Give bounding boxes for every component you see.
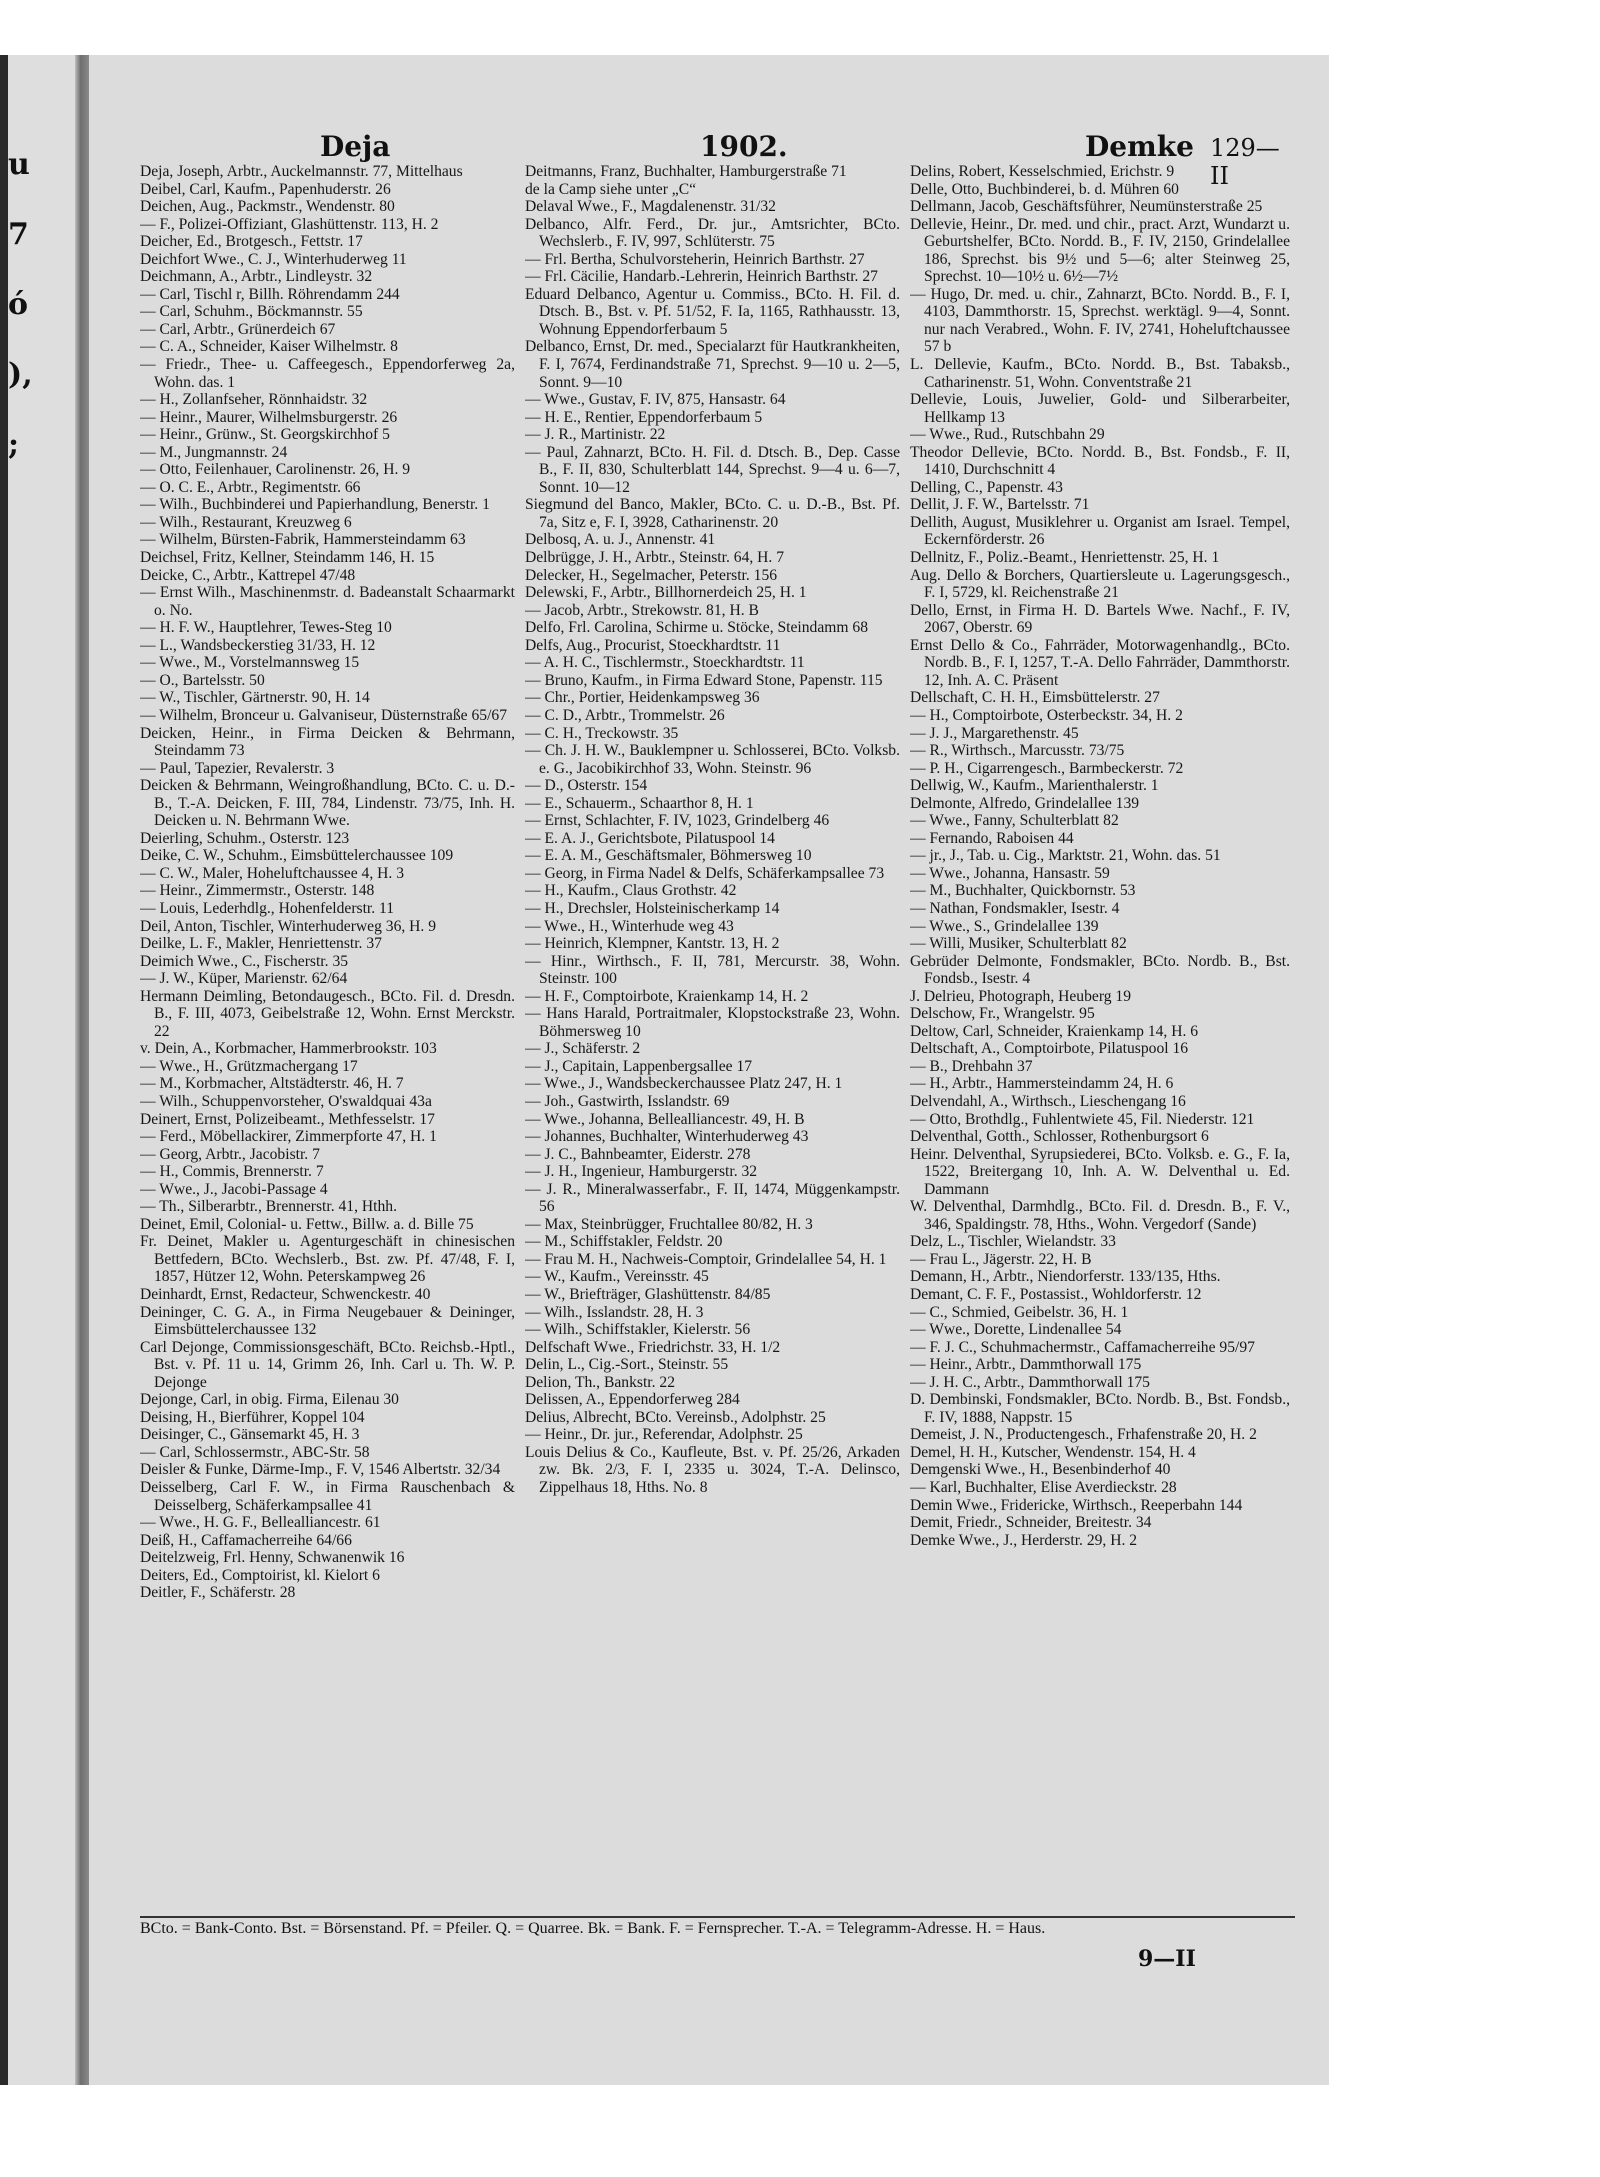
directory-entry: — Wwe., J., Wandsbeckerchaussee Platz 247, H. 1 <box>525 1075 843 1093</box>
directory-entry: — Wilhelm, Bronceur u. Galvaniseur, Düsternstraße 65/67 <box>140 706 507 724</box>
directory-entry: — Johannes, Buchhalter, Winterhuderweg 43 <box>525 1128 809 1146</box>
directory-entry: Delins, Robert, Kesselschmied, Erichstr. 9 <box>910 163 1175 180</box>
page-gutter-shadow <box>75 55 89 2085</box>
directory-entry: — H., Commis, Brennerstr. 7 <box>140 1163 324 1181</box>
directory-entry: Delling, C., Papenstr. 43 <box>910 478 1063 496</box>
directory-entry: — H. F. W., Hauptlehrer, Tewes-Steg 10 <box>140 619 392 637</box>
book-spine <box>0 55 8 2085</box>
directory-entry: — Wwe., Dorette, Lindenallee 54 <box>910 1321 1122 1339</box>
directory-entry: — Carl, Tischl r, Billh. Röhrendamm 244 <box>140 285 400 303</box>
directory-entry: — C., Schmied, Geibelstr. 36, H. 1 <box>910 1303 1129 1321</box>
directory-entry: — J. J., Margarethenstr. 45 <box>910 724 1079 742</box>
directory-entry: — Carl, Schuhm., Böckmannstr. 55 <box>140 303 363 321</box>
previous-page-edge-text <box>8 130 38 480</box>
directory-entry: — H., Drechsler, Holsteinischerkamp 14 <box>525 899 780 917</box>
directory-entry: — R., Wirthsch., Marcusstr. 73/75 <box>910 742 1125 760</box>
directory-entry: — Louis, Lederhdlg., Hohenfelderstr. 11 <box>140 899 395 917</box>
directory-entry: D. Dembinski, Fondsmakler, BCto. Nordb. B., Bst. Fondsb., F. IV, 1888, Nappstr. 15 <box>910 1391 1290 1426</box>
directory-entry: Dejonge, Carl, in obig. Firma, Eilenau 30 <box>140 1391 399 1409</box>
directory-entry: — Jacob, Arbtr., Strekowstr. 81, H. B <box>525 601 759 619</box>
directory-entry: — Wwe., H., Grützmachergang 17 <box>140 1057 358 1075</box>
directory-entry: Theodor Dellevie, BCto. Nordd. B., Bst. Fondsb., F. II, 1410, Durchschnitt 4 <box>910 443 1290 479</box>
directory-entry: — Ferd., Möbellackirer, Zimmerpforte 47, H. 1 <box>140 1128 437 1146</box>
directory-entry: — Hinr., Wirthsch., F. II, 781, Mercurstr. 38, Wohn. Steinstr. 100 <box>525 952 900 988</box>
directory-entry: Dellevie, Louis, Juwelier, Gold- und Silberarbeiter, Hellkamp 13 <box>910 391 1290 426</box>
directory-entry: Dellit, J. F. W., Bartelsstr. 71 <box>910 496 1090 514</box>
column-2 <box>525 163 900 1903</box>
directory-entry: Deitmanns, Franz, Buchhalter, Hamburgerstraße 71 <box>525 163 847 180</box>
directory-entry: — J., Schäferstr. 2 <box>525 1040 641 1058</box>
directory-entry: — H., Kaufm., Claus Grothstr. 42 <box>525 882 737 900</box>
directory-entry: — Bruno, Kaufm., in Firma Edward Stone, Papenstr. 115 <box>525 671 883 689</box>
directory-entry: — Wwe., Johanna, Hansastr. 59 <box>910 864 1110 882</box>
directory-entry: — H. F., Comptoirbote, Kraienkamp 14, H. 2 <box>525 987 809 1005</box>
directory-entry: — J. H. C., Arbtr., Dammthorwall 175 <box>910 1373 1150 1391</box>
directory-entry: Ernst Dello & Co., Fahrräder, Motorwagenhandlg., BCto. Nordb. B., F. I, 1257, T.-A. Dello Fahrräder, Dammthorstr. 12, Inh. A. C. Präsent <box>910 636 1290 689</box>
directory-entry: — Wilh., Restaurant, Kreuzweg 6 <box>140 513 352 531</box>
directory-entry: Deierling, Schuhm., Osterstr. 123 <box>140 829 350 847</box>
directory-entry: Dellevie, Heinr., Dr. med. und chir., pract. Arzt, Wundarzt u. Geburtshelfer, BCto. Nordd. B., F. IV, 2150, Grindelallee 186, Sprechst. bis 9½ und 5—6; alter Steinweg 25, Sprechst. 10—10½ u. 6½—7½ <box>910 215 1290 286</box>
directory-entry: Dellmann, Jacob, Geschäftsführer, Neumünsterstraße 25 <box>910 198 1263 216</box>
directory-entry: — Wwe., Johanna, Bellealliancestr. 49, H. B <box>525 1110 805 1128</box>
directory-entry: Delbanco, Ernst, Dr. med., Specialarzt für Hautkrankheiten, F. I, 7674, Ferdinandstraße 71, Sprechst. 9—10 u. 2—5, Sonnt. 9—10 <box>525 338 900 391</box>
directory-entry: — Ernst Wilh., Maschinenmstr. d. Badeanstalt Schaarmarkt o. No. <box>140 584 515 619</box>
directory-entry: — E. A. J., Gerichtsbote, Pilatuspool 14 <box>525 829 775 847</box>
directory-entry: Louis Delius & Co., Kaufleute, Bst. v. Pf. 25/26, Arkaden zw. Bk. 2/3, F. I, 2335 u. 3024, T.-A. Delinsco, Zippelhaus 18, Hths. No. 8 <box>525 1443 900 1497</box>
directory-entry: — W., Kaufm., Vereinsstr. 45 <box>525 1268 709 1286</box>
directory-entry: Deinert, Ernst, Polizeibeamt., Methfesselstr. 17 <box>140 1110 435 1128</box>
directory-entry: — M., Buchhalter, Quickbornstr. 53 <box>910 882 1136 900</box>
directory-entry: — Carl, Schlossermstr., ABC-Str. 58 <box>140 1443 370 1461</box>
directory-entry: Dello, Ernst, in Firma H. D. Bartels Wwe. Nachf., F. IV, 2067, Oberstr. 69 <box>910 601 1290 637</box>
directory-entry: — J., Capitain, Lappenbergsallee 17 <box>525 1057 753 1075</box>
directory-entry: — Karl, Buchhalter, Elise Averdieckstr. 28 <box>910 1479 1177 1497</box>
directory-entry: — Th., Silberarbtr., Brennerstr. 41, Hthh. <box>140 1198 397 1216</box>
directory-entry: Deitler, F., Schäferstr. 28 <box>140 1584 296 1602</box>
directory-entry: Dellnitz, F., Poliz.-Beamt., Henriettenstr. 25, H. 1 <box>910 549 1220 567</box>
header-year: 1902. <box>700 130 788 163</box>
directory-entry: — C. H., Treckowstr. 35 <box>525 724 679 742</box>
edge-mark: 7 <box>8 217 29 252</box>
directory-entry: Demgenski Wwe., H., Besenbinderhof 40 <box>910 1461 1171 1479</box>
header-last-entry: Demke <box>1085 130 1194 163</box>
directory-entry: Dellith, August, Musiklehrer u. Organist am Israel. Tempel, Eckernförderstr. 26 <box>910 513 1290 549</box>
directory-entry: Delin, L., Cig.-Sort., Steinstr. 55 <box>525 1356 729 1374</box>
directory-entry: — W., Tischler, Gärtnerstr. 90, H. 14 <box>140 689 370 707</box>
directory-entry: — L., Wandsbeckerstieg 31/33, H. 12 <box>140 636 376 654</box>
directory-entry: Hermann Deimling, Betondaugesch., BCto. Fil. d. Dresdn. B., F. III, 4073, Geibelstraße 12, Wohn. Ernst Merckstr. 22 <box>140 987 515 1040</box>
directory-entry: — Ch. J. H. W., Bauklempner u. Schlosserei, BCto. Volksb. e. G., Jacobikirchhof 33, Wohn. Steinstr. 96 <box>525 742 900 777</box>
directory-entry: Deimich Wwe., C., Fischerstr. 35 <box>140 952 349 970</box>
directory-entry: Deininger, C. G. A., in Firma Neugebauer & Deininger, Eimsbüttelerchaussee 132 <box>140 1303 515 1339</box>
directory-entry: — H., Comptoirbote, Osterbeckstr. 34, H. 2 <box>910 706 1183 724</box>
column-3 <box>910 163 1290 1903</box>
directory-entry: — C. W., Maler, Hoheluftchaussee 4, H. 3 <box>140 864 404 882</box>
directory-entry: Demit, Friedr., Schneider, Breitestr. 34 <box>910 1514 1152 1532</box>
directory-entry: — E., Schauerm., Schaarthor 8, H. 1 <box>525 794 754 812</box>
directory-entry: Demin Wwe., Fridericke, Wirthsch., Reeperbahn 144 <box>910 1496 1243 1514</box>
directory-entry: — P. H., Cigarrengesch., Barmbeckerstr. 72 <box>910 759 1184 777</box>
directory-entry: Delschow, Fr., Wrangelstr. 95 <box>910 1005 1095 1023</box>
directory-entry: — Wilh., Buchbinderei und Papierhandlung, Benerstr. 1 <box>140 496 490 514</box>
directory-entry: — Wilhelm, Bürsten-Fabrik, Hammersteindamm 63 <box>140 531 466 549</box>
directory-entry: — Otto, Feilenhauer, Carolinenstr. 26, H. 9 <box>140 461 411 479</box>
directory-entry: Delion, Th., Bankstr. 22 <box>525 1373 676 1391</box>
header-first-entry: Deja <box>320 130 391 163</box>
directory-entry: — Wwe., H., Winterhude weg 43 <box>525 917 734 935</box>
signature-mark: 9—II <box>1138 1946 1196 1972</box>
directory-entry: Demeist, J. N., Productengesch., Frhafenstraße 20, H. 2 <box>910 1426 1257 1444</box>
directory-entry: Deisselberg, Carl F. W., in Firma Rauschenbach & Deisselberg, Schäferkampsallee 41 <box>140 1479 515 1514</box>
directory-entry: Delfo, Frl. Carolina, Schirme u. Stöcke, Steindamm 68 <box>525 619 869 637</box>
directory-entry: Deising, H., Bierführer, Koppel 104 <box>140 1408 365 1426</box>
directory-entry: Siegmund del Banco, Makler, BCto. C. u. D.-B., Bst. Pf. 7a, Sitz e, F. I, 3928, Catharinenstr. 20 <box>525 496 900 531</box>
directory-entry: — B., Drehbahn 37 <box>910 1057 1033 1075</box>
directory-entry: Deichen, Aug., Packmstr., Wendenstr. 80 <box>140 198 395 216</box>
directory-entry: — H., Zollanfseher, Rönnhaidstr. 32 <box>140 391 368 409</box>
directory-entry: Delfschaft Wwe., Friedrichstr. 33, H. 1/2 <box>525 1338 781 1356</box>
directory-entry: — C. A., Schneider, Kaiser Wilhelmstr. 8 <box>140 338 398 356</box>
directory-entry: — Wwe., Fanny, Schulterblatt 82 <box>910 812 1119 830</box>
edge-mark: u <box>8 147 30 182</box>
directory-entry: — J. C., Bahnbeamter, Eiderstr. 278 <box>525 1145 751 1163</box>
directory-entry: — Hans Harald, Portraitmaler, Klopstockstraße 23, Wohn. Böhmersweg 10 <box>525 1005 900 1040</box>
directory-entry: — Paul, Tapezier, Revalerstr. 3 <box>140 759 335 777</box>
directory-entry: — E. A. M., Geschäftsmaler, Böhmersweg 10 <box>525 847 812 865</box>
directory-entry: — Heinrich, Klempner, Kantstr. 13, H. 2 <box>525 935 780 953</box>
directory-entry: Gebrüder Delmonte, Fondsmakler, BCto. Nordb. B., Bst. Fondsb., Isestr. 4 <box>910 952 1290 988</box>
directory-entry: — Wwe., Rud., Rutschbahn 29 <box>910 426 1105 444</box>
directory-entry: de la Camp siehe unter „C“ <box>525 180 697 198</box>
directory-entry: — Carl, Arbtr., Grünerdeich 67 <box>140 320 336 338</box>
directory-entry: — Heinr., Maurer, Wilhelmsburgerstr. 26 <box>140 408 398 426</box>
directory-entry: Delbosq, A. u. J., Annenstr. 41 <box>525 531 716 549</box>
directory-entry: — Paul, Zahnarzt, BCto. H. Fil. d. Dtsch. B., Dep. Casse B., F. II, 830, Schulterblatt 144, Sprechst. 9—4 u. 6—7, Sonnt. 10—12 <box>525 443 900 496</box>
directory-entry: Delle, Otto, Buchbinderei, b. d. Mühren 60 <box>910 180 1179 198</box>
directory-columns <box>140 163 1295 1903</box>
directory-entry: Deichfort Wwe., C. J., Winterhuderweg 11 <box>140 250 407 268</box>
directory-entry: Deicken & Behrmann, Weingroßhandlung, BCto. C. u. D.-B., T.-A. Deicken, F. III, 784, Lindenstr. 73/75, Inh. H. Deicken u. N. Behrmann Wwe. <box>140 777 515 830</box>
directory-entry: — Chr., Portier, Heidenkampsweg 36 <box>525 689 760 707</box>
edge-mark: ó <box>8 287 29 322</box>
directory-entry: — O. C. E., Arbtr., Regimentstr. 66 <box>140 478 361 496</box>
directory-entry: — Friedr., Thee- u. Caffeegesch., Eppendorferweg 2a, Wohn. das. 1 <box>140 356 515 391</box>
directory-entry: Delfs, Aug., Procurist, Stoeckhardtstr. 11 <box>525 636 781 654</box>
directory-entry: — M., Schiffstakler, Feldstr. 20 <box>525 1233 723 1251</box>
abbreviation-legend: BCto. = Bank-Conto. Bst. = Börsenstand. Pf. = Pfeiler. Q. = Quarree. Bk. = Bank. F. = Fernsprecher. T.-A. = Telegramm-Adresse. H. = Haus. <box>140 1916 1295 1942</box>
directory-entry: — Georg, in Firma Nadel & Delfs, Schäferkampsallee 73 <box>525 864 885 882</box>
directory-entry: L. Dellevie, Kaufm., BCto. Nordd. B., Bst. Tabaksb., Catharinenstr. 51, Wohn. Conventstraße 21 <box>910 356 1290 391</box>
directory-entry: — Hugo, Dr. med. u. chir., Zahnarzt, BCto. Nordd. B., F. I, 4103, Dammthorstr. 15, Sprechst. werktägl. 9—4, Sonnt. nur nach Verabred., Wohn. F. IV, 2741, Hoheluftchaussee 57 b <box>910 285 1290 356</box>
column-1 <box>140 163 515 1903</box>
directory-entry: — Wwe., M., Vorstelmannsweg 15 <box>140 654 360 672</box>
directory-entry: Delbrügge, J. H., Arbtr., Steinstr. 64, H. 7 <box>525 549 785 567</box>
directory-entry: Delventhal, Gotth., Schlosser, Rothenburgsort 6 <box>910 1128 1209 1146</box>
directory-entry: — A. H. C., Tischlermstr., Stoeckhardtstr. 11 <box>525 654 805 672</box>
directory-entry: Demke Wwe., J., Herderstr. 29, H. 2 <box>910 1531 1138 1549</box>
directory-entry: — Frau L., Jägerstr. 22, H. B <box>910 1250 1092 1268</box>
directory-entry: Delz, L., Tischler, Wielandstr. 33 <box>910 1233 1116 1251</box>
directory-entry: — Frau M. H., Nachweis-Comptoir, Grindelallee 54, H. 1 <box>525 1250 887 1268</box>
edge-mark: ), <box>8 357 33 392</box>
directory-entry: Dellschaft, C. H. H., Eimsbüttelerstr. 27 <box>910 689 1160 707</box>
header-page-number: 129—II <box>1210 134 1280 190</box>
directory-entry: — W., Briefträger, Glashüttenstr. 84/85 <box>525 1286 771 1303</box>
directory-entry: — M., Korbmacher, Altstädterstr. 46, H. 7 <box>140 1075 404 1093</box>
directory-entry: Dellwig, W., Kaufm., Marienthalerstr. 1 <box>910 777 1159 795</box>
directory-entry: — Otto, Brothdlg., Fuhlentwiete 45, Fil. Niederstr. 121 <box>910 1110 1255 1128</box>
directory-entry: Demel, H. H., Kutscher, Wendenstr. 154, H. 4 <box>910 1443 1196 1461</box>
directory-entry: Deisinger, C., Gänsemarkt 45, H. 3 <box>140 1426 360 1444</box>
directory-entry: Delvendahl, A., Wirthsch., Lieschengang 16 <box>910 1092 1186 1110</box>
directory-entry: — F., Polizei-Offiziant, Glashüttenstr. 113, H. 2 <box>140 215 439 233</box>
directory-entry: Deja, Joseph, Arbtr., Auckelmannstr. 77, Mittelhaus <box>140 163 463 180</box>
directory-entry: Deibel, Carl, Kaufm., Papenhuderstr. 26 <box>140 180 391 198</box>
directory-entry: — Frl. Bertha, Schulvorsteherin, Heinrich Barthstr. 27 <box>525 250 865 268</box>
directory-entry: — H. E., Rentier, Eppendorferbaum 5 <box>525 408 763 426</box>
directory-entry: W. Delventhal, Darmhdlg., BCto. Fil. d. Dresdn. B., F. V., 346, Spaldingstr. 78, Hths., Wohn. Vergedorf (Sande) <box>910 1198 1290 1233</box>
directory-entry: Carl Dejonge, Commissionsgeschäft, BCto. Reichsb.-Hptl., Bst. v. Pf. 11 u. 14, Grimm 26, Inh. Carl u. Th. W. P. Dejonge <box>140 1338 515 1391</box>
directory-entry: — O., Bartelsstr. 50 <box>140 671 265 689</box>
directory-entry: — J. W., Küper, Marienstr. 62/64 <box>140 970 348 988</box>
directory-entry: Deicken, Heinr., in Firma Deicken & Behrmann, Steindamm 73 <box>140 724 515 760</box>
directory-entry: Delecker, H., Segelmacher, Peterstr. 156 <box>525 566 778 584</box>
directory-entry: Aug. Dello & Borchers, Quartiersleute u. Lagerungsgesch., F. I, 5729, kl. Reichenstraße 21 <box>910 566 1290 602</box>
directory-entry: — Willi, Musiker, Schulterblatt 82 <box>910 935 1127 953</box>
directory-entry: Heinr. Delventhal, Syrupsiederei, BCto. Volksb. e. G., F. Ia, 1522, Breitergang 10, Inh. A. W. Delventhal u. Ed. Dammann <box>910 1145 1290 1198</box>
directory-entry: — jr., J., Tab. u. Cig., Marktstr. 21, Wohn. das. 51 <box>910 847 1221 865</box>
directory-entry: Delbanco, Alfr. Ferd., Dr. jur., Amtsrichter, BCto. Wechslerb., F. IV, 997, Schlüterstr. 75 <box>525 215 900 251</box>
directory-entry: — Joh., Gastwirth, Isslandstr. 69 <box>525 1092 730 1110</box>
directory-entry: — Heinr., Grünw., St. Georgskirchhof 5 <box>140 426 390 444</box>
directory-entry: — Wwe., J., Jacobi-Passage 4 <box>140 1180 328 1198</box>
directory-entry: — D., Osterstr. 154 <box>525 777 648 795</box>
directory-entry: — Wwe., H. G. F., Bellealliancestr. 61 <box>140 1514 381 1532</box>
directory-entry: — J. R., Mineralwasserfabr., F. II, 1474, Müggenkampstr. 56 <box>525 1180 900 1216</box>
directory-entry: — Georg, Arbtr., Jacobistr. 7 <box>140 1145 320 1163</box>
directory-entry: Deilke, L. F., Makler, Henriettenstr. 37 <box>140 935 382 953</box>
directory-entry: — Wwe., S., Grindelallee 139 <box>910 917 1099 935</box>
directory-entry: — J. H., Ingenieur, Hamburgerstr. 32 <box>525 1163 758 1181</box>
directory-entry: — Max, Steinbrügger, Fruchtallee 80/82, H. 3 <box>525 1215 813 1233</box>
directory-entry: — Ernst, Schlachter, F. IV, 1023, Grindelberg 46 <box>525 812 830 830</box>
directory-entry: Deltow, Carl, Schneider, Kraienkamp 14, H. 6 <box>910 1022 1199 1040</box>
directory-entry: — Wilh., Schiffstakler, Kielerstr. 56 <box>525 1321 751 1339</box>
directory-entry: — Frl. Cäcilie, Handarb.-Lehrerin, Heinrich Barthstr. 27 <box>525 268 878 286</box>
directory-entry: Deichsel, Fritz, Kellner, Steindamm 146, H. 15 <box>140 549 435 567</box>
directory-entry: — Heinr., Dr. jur., Referendar, Adolphstr. 25 <box>525 1426 803 1444</box>
directory-entry: Delmonte, Alfredo, Grindelallee 139 <box>910 794 1140 812</box>
directory-entry: Deichmann, A., Arbtr., Lindleystr. 32 <box>140 268 373 286</box>
directory-entry: Delius, Albrecht, BCto. Vereinsb., Adolphstr. 25 <box>525 1408 826 1426</box>
directory-entry: — Nathan, Fondsmakler, Isestr. 4 <box>910 899 1120 917</box>
directory-entry: Deicke, C., Arbtr., Kattrepel 47/48 <box>140 566 356 584</box>
directory-entry: Demann, H., Arbtr., Niendorferstr. 133/135, Hths. <box>910 1268 1221 1286</box>
directory-entry: Deltschaft, A., Comptoirbote, Pilatuspool 16 <box>910 1040 1189 1058</box>
directory-entry: — Fernando, Raboisen 44 <box>910 829 1074 847</box>
directory-entry: — M., Jungmannstr. 24 <box>140 443 288 461</box>
directory-entry: Deiters, Ed., Comptoirist, kl. Kielort 6 <box>140 1566 380 1584</box>
directory-entry: — F. J. C., Schuhmachermstr., Caffamacherreihe 95/97 <box>910 1338 1255 1356</box>
directory-entry: Demant, C. F. F., Postassist., Wohldorferstr. 12 <box>910 1286 1202 1303</box>
directory-entry: — Wilh., Isslandstr. 28, H. 3 <box>525 1303 704 1321</box>
directory-entry: Delaval Wwe., F., Magdalenenstr. 31/32 <box>525 198 776 216</box>
directory-entry: Deinet, Emil, Colonial- u. Fettw., Billw. a. d. Bille 75 <box>140 1215 474 1233</box>
directory-entry: Deicher, Ed., Brotgesch., Fettstr. 17 <box>140 233 363 251</box>
directory-entry: Deil, Anton, Tischler, Winterhuderweg 36, H. 9 <box>140 917 437 935</box>
directory-entry: Deisler & Funke, Därme-Imp., F. V, 1546 Albertstr. 32/34 <box>140 1461 501 1479</box>
directory-entry: v. Dein, A., Korbmacher, Hammerbrookstr. 103 <box>140 1040 437 1058</box>
directory-entry: — Wilh., Schuppenvorsteher, O'swaldquai 43a <box>140 1092 432 1110</box>
directory-entry: Delewski, F., Arbtr., Billhornerdeich 25, H. 1 <box>525 584 807 602</box>
directory-entry: Fr. Deinet, Makler u. Agenturgeschäft in chinesischen Bettfedern, BCto. Wechslerb., Bst. zw. Pf. 47/48, F. I, 1857, Hützer 12, Wohn. Peterskampweg 26 <box>140 1233 515 1286</box>
directory-entry: — Wwe., Gustav, F. IV, 875, Hansastr. 64 <box>525 391 786 409</box>
directory-entry: — J. R., Martinistr. 22 <box>525 426 666 444</box>
directory-entry: — C. D., Arbtr., Trommelstr. 26 <box>525 706 725 724</box>
directory-entry: Deinhardt, Ernst, Redacteur, Schwenckestr. 40 <box>140 1286 431 1303</box>
directory-entry: — Heinr., Arbtr., Dammthorwall 175 <box>910 1356 1142 1374</box>
directory-entry: Delissen, A., Eppendorferweg 284 <box>525 1391 740 1409</box>
directory-entry: Deitelzweig, Frl. Henny, Schwanenwik 16 <box>140 1549 405 1567</box>
directory-entry: Deike, C. W., Schuhm., Eimsbüttelerchaussee 109 <box>140 847 454 865</box>
directory-entry: Eduard Delbanco, Agentur u. Commiss., BCto. H. Fil. d. Dtsch. B., Bst. v. Pf. 51/52, F. Ia, 1165, Rathhausstr. 13, Wohnung Eppendorferbaum 5 <box>525 285 900 338</box>
directory-entry: — Heinr., Zimmermstr., Osterstr. 148 <box>140 882 375 900</box>
directory-entry: J. Delrieu, Photograph, Heuberg 19 <box>910 987 1132 1005</box>
directory-entry: — H., Arbtr., Hammersteindamm 24, H. 6 <box>910 1075 1174 1093</box>
directory-entry: Deiß, H., Caffamacherreihe 64/66 <box>140 1531 352 1549</box>
edge-mark: ; <box>8 427 20 462</box>
